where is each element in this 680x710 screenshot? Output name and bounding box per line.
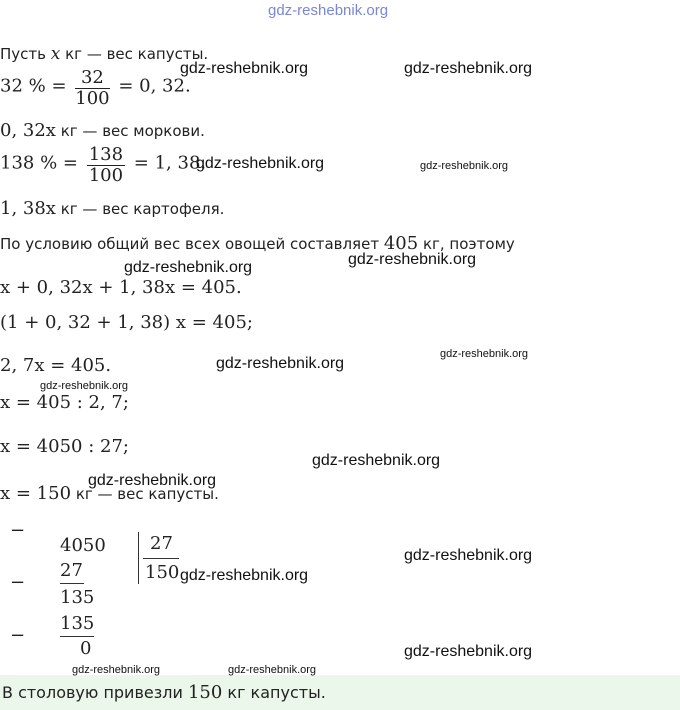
watermark: gdz-reshebnik.org	[228, 664, 317, 676]
answer-text: В столовую привезли 150 кг капусты.	[2, 682, 326, 703]
equation-division: x = 405 : 2, 7;	[0, 392, 129, 413]
divisor-underline	[143, 558, 179, 559]
equation-result: x = 150 кг — вес капусты.	[0, 483, 219, 504]
minus-sign-3: −	[10, 625, 26, 646]
equation-factored: (1 + 0, 32 + 1, 38) x = 405;	[0, 312, 253, 333]
remainder-2: 0	[80, 638, 92, 659]
line-percent-32: 32 % = $\frac{32}{100}$ = 0, 32.	[0, 67, 191, 105]
watermark: gdz-reshebnik.org	[420, 160, 509, 172]
line-potato-weight: 1, 38x кг — вес картофеля.	[0, 198, 225, 219]
subtraction-line-2	[60, 636, 94, 637]
equation-integer-division: x = 4050 : 27;	[0, 436, 129, 457]
watermark: gdz-reshebnik.org	[404, 643, 533, 660]
fraction-138-100: $\frac{138}{100}$	[88, 144, 124, 182]
watermark: gdz-reshebnik.org	[72, 664, 161, 676]
watermark: gdz-reshebnik.org	[180, 60, 309, 77]
watermark: gdz-reshebnik.org	[40, 380, 129, 392]
quotient: 150	[145, 562, 180, 583]
line-carrot-weight: 0, 32x кг — вес моркови.	[0, 120, 205, 141]
line-condition: По условию общий вес всех овощей составляет 405 кг, поэтому	[0, 233, 515, 254]
equation-simplified: 2, 7x = 405.	[0, 355, 112, 376]
watermark: gdz-reshebnik.org	[216, 355, 345, 372]
site-header[interactable]: gdz-reshebnik.org	[268, 2, 389, 19]
subtrahend-2: 135	[60, 613, 95, 634]
subtrahend-1: 27	[60, 560, 83, 581]
fraction-32-100: $\frac{32}{100}$	[75, 67, 110, 105]
line-cabbage-weight: Пусть x кг — вес капусты.	[0, 44, 209, 64]
watermark: gdz-reshebnik.org	[404, 60, 533, 77]
watermark: gdz-reshebnik.org	[180, 567, 309, 584]
division-bar	[138, 532, 139, 584]
watermark: gdz-reshebnik.org	[312, 452, 441, 469]
subtraction-line-1	[60, 583, 84, 584]
watermark: gdz-reshebnik.org	[196, 155, 325, 172]
minus-sign-1: −	[10, 520, 26, 541]
watermark: gdz-reshebnik.org	[88, 472, 217, 489]
remainder-1: 135	[60, 587, 95, 608]
divisor: 27	[150, 533, 173, 554]
dividend: 4050	[60, 535, 106, 556]
equation-sum: x + 0, 32x + 1, 38x = 405.	[0, 277, 242, 298]
minus-sign-2: −	[10, 572, 26, 593]
answer-box	[0, 675, 680, 710]
line-percent-138: 138 % = $\frac{138}{100}$ = 1, 38.	[0, 144, 207, 182]
watermark: gdz-reshebnik.org	[124, 259, 253, 276]
watermark: gdz-reshebnik.org	[348, 251, 477, 268]
watermark: gdz-reshebnik.org	[404, 547, 533, 564]
watermark: gdz-reshebnik.org	[440, 348, 529, 360]
